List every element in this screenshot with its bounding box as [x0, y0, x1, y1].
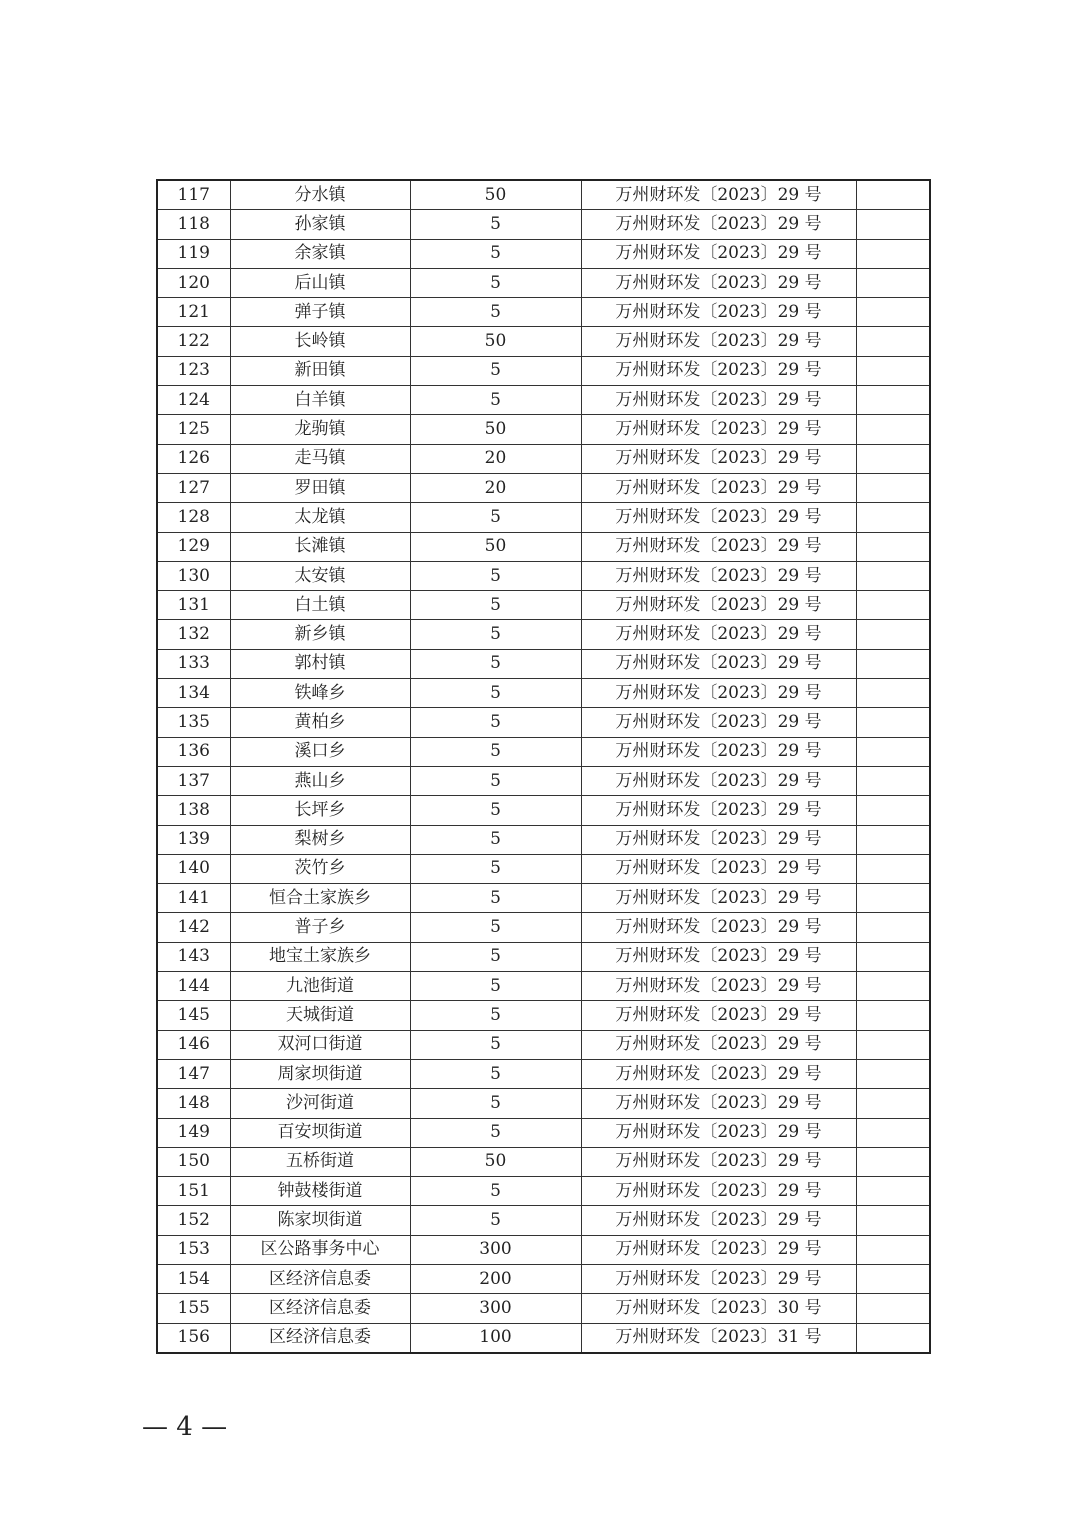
cell-document-number: 万州财环发〔2023〕29 号	[581, 591, 856, 620]
table-row	[157, 884, 930, 913]
table-row	[157, 942, 930, 971]
table-row	[157, 854, 930, 883]
cell-amount: 5	[410, 708, 581, 737]
cell-document-number: 万州财环发〔2023〕29 号	[581, 1264, 856, 1293]
cell-unit: 走马镇	[230, 444, 410, 473]
cell-unit: 溪口乡	[230, 737, 410, 766]
table-row	[157, 766, 930, 795]
cell-note	[856, 1118, 930, 1147]
cell-note	[856, 620, 930, 649]
cell-amount: 50	[410, 532, 581, 561]
cell-amount: 200	[410, 1264, 581, 1293]
table-row	[157, 1030, 930, 1059]
cell-note	[856, 737, 930, 766]
cell-amount: 5	[410, 298, 581, 327]
cell-amount: 5	[410, 766, 581, 795]
cell-amount: 5	[410, 649, 581, 678]
cell-document-number: 万州财环发〔2023〕29 号	[581, 620, 856, 649]
cell-note	[856, 1059, 930, 1088]
cell-document-number: 万州财环发〔2023〕29 号	[581, 356, 856, 385]
cell-unit: 百安坝街道	[230, 1118, 410, 1147]
page-number: — 4 —	[142, 1412, 228, 1442]
table-row	[157, 444, 930, 473]
cell-amount: 5	[410, 913, 581, 942]
cell-amount: 5	[410, 239, 581, 268]
cell-note	[856, 561, 930, 590]
cell-document-number: 万州财环发〔2023〕29 号	[581, 825, 856, 854]
cell-note	[856, 356, 930, 385]
cell-unit: 沙河街道	[230, 1089, 410, 1118]
cell-note	[856, 942, 930, 971]
table-row	[157, 239, 930, 268]
cell-unit: 白土镇	[230, 591, 410, 620]
cell-amount: 5	[410, 854, 581, 883]
cell-document-number: 万州财环发〔2023〕31 号	[581, 1323, 856, 1353]
table-row	[157, 737, 930, 766]
cell-unit: 分水镇	[230, 180, 410, 210]
cell-unit: 区经济信息委	[230, 1264, 410, 1293]
table-row	[157, 825, 930, 854]
table-row	[157, 1177, 930, 1206]
cell-unit: 五桥街道	[230, 1147, 410, 1176]
cell-number: 151	[157, 1177, 230, 1206]
cell-amount: 50	[410, 1147, 581, 1176]
cell-number: 150	[157, 1147, 230, 1176]
cell-document-number: 万州财环发〔2023〕29 号	[581, 1177, 856, 1206]
cell-document-number: 万州财环发〔2023〕29 号	[581, 1206, 856, 1235]
cell-note	[856, 591, 930, 620]
table-row	[157, 503, 930, 532]
cell-number: 141	[157, 884, 230, 913]
cell-document-number: 万州财环发〔2023〕29 号	[581, 1059, 856, 1088]
cell-document-number: 万州财环发〔2023〕29 号	[581, 473, 856, 502]
cell-note	[856, 1264, 930, 1293]
cell-note	[856, 1001, 930, 1030]
cell-number: 140	[157, 854, 230, 883]
cell-amount: 5	[410, 796, 581, 825]
cell-unit: 长岭镇	[230, 327, 410, 356]
cell-unit: 太龙镇	[230, 503, 410, 532]
cell-amount: 5	[410, 1118, 581, 1147]
table-row	[157, 473, 930, 502]
cell-unit: 铁峰乡	[230, 679, 410, 708]
cell-document-number: 万州财环发〔2023〕29 号	[581, 708, 856, 737]
cell-number: 156	[157, 1323, 230, 1353]
cell-number: 123	[157, 356, 230, 385]
cell-number: 146	[157, 1030, 230, 1059]
cell-number: 135	[157, 708, 230, 737]
cell-unit: 新乡镇	[230, 620, 410, 649]
cell-document-number: 万州财环发〔2023〕29 号	[581, 913, 856, 942]
cell-note	[856, 1177, 930, 1206]
cell-note	[856, 649, 930, 678]
cell-amount: 5	[410, 1206, 581, 1235]
table-row	[157, 972, 930, 1001]
cell-unit: 孙家镇	[230, 210, 410, 239]
cell-number: 127	[157, 473, 230, 502]
cell-note	[856, 386, 930, 415]
cell-number: 142	[157, 913, 230, 942]
table-row	[157, 1147, 930, 1176]
cell-unit: 地宝土家族乡	[230, 942, 410, 971]
cell-document-number: 万州财环发〔2023〕29 号	[581, 854, 856, 883]
cell-number: 117	[157, 180, 230, 210]
table-row	[157, 1323, 930, 1353]
table-row	[157, 386, 930, 415]
cell-document-number: 万州财环发〔2023〕29 号	[581, 737, 856, 766]
cell-number: 136	[157, 737, 230, 766]
cell-number: 152	[157, 1206, 230, 1235]
cell-amount: 5	[410, 620, 581, 649]
cell-unit: 九池街道	[230, 972, 410, 1001]
cell-amount: 5	[410, 825, 581, 854]
cell-note	[856, 327, 930, 356]
table-row	[157, 561, 930, 590]
cell-amount: 50	[410, 415, 581, 444]
cell-number: 131	[157, 591, 230, 620]
cell-document-number: 万州财环发〔2023〕29 号	[581, 532, 856, 561]
cell-note	[856, 1206, 930, 1235]
table-row	[157, 415, 930, 444]
cell-number: 120	[157, 268, 230, 297]
cell-document-number: 万州财环发〔2023〕29 号	[581, 884, 856, 913]
cell-document-number: 万州财环发〔2023〕29 号	[581, 415, 856, 444]
cell-document-number: 万州财环发〔2023〕29 号	[581, 1089, 856, 1118]
cell-amount: 5	[410, 1059, 581, 1088]
cell-document-number: 万州财环发〔2023〕29 号	[581, 444, 856, 473]
table-row	[157, 1001, 930, 1030]
table-row	[157, 1206, 930, 1235]
table-row	[157, 532, 930, 561]
table-row	[157, 1059, 930, 1088]
cell-amount: 100	[410, 1323, 581, 1353]
cell-document-number: 万州财环发〔2023〕29 号	[581, 503, 856, 532]
table-row	[157, 1235, 930, 1264]
table-row	[157, 708, 930, 737]
cell-amount: 5	[410, 561, 581, 590]
cell-unit: 双河口街道	[230, 1030, 410, 1059]
cell-document-number: 万州财环发〔2023〕29 号	[581, 561, 856, 590]
cell-number: 134	[157, 679, 230, 708]
cell-document-number: 万州财环发〔2023〕29 号	[581, 1147, 856, 1176]
cell-note	[856, 766, 930, 795]
cell-document-number: 万州财环发〔2023〕29 号	[581, 1001, 856, 1030]
cell-document-number: 万州财环发〔2023〕29 号	[581, 1235, 856, 1264]
cell-document-number: 万州财环发〔2023〕29 号	[581, 766, 856, 795]
cell-document-number: 万州财环发〔2023〕29 号	[581, 1118, 856, 1147]
table-row	[157, 268, 930, 297]
cell-note	[856, 268, 930, 297]
cell-note	[856, 415, 930, 444]
cell-note	[856, 298, 930, 327]
cell-amount: 5	[410, 386, 581, 415]
cell-unit: 梨树乡	[230, 825, 410, 854]
cell-note	[856, 913, 930, 942]
table-row	[157, 620, 930, 649]
cell-number: 139	[157, 825, 230, 854]
cell-note	[856, 1323, 930, 1353]
cell-unit: 区经济信息委	[230, 1323, 410, 1353]
table-row	[157, 796, 930, 825]
cell-unit: 长滩镇	[230, 532, 410, 561]
cell-number: 130	[157, 561, 230, 590]
cell-amount: 50	[410, 180, 581, 210]
cell-number: 128	[157, 503, 230, 532]
cell-number: 125	[157, 415, 230, 444]
cell-unit: 区经济信息委	[230, 1294, 410, 1323]
cell-note	[856, 796, 930, 825]
cell-amount: 5	[410, 942, 581, 971]
cell-unit: 郭村镇	[230, 649, 410, 678]
cell-amount: 50	[410, 327, 581, 356]
cell-document-number: 万州财环发〔2023〕29 号	[581, 679, 856, 708]
cell-amount: 5	[410, 679, 581, 708]
cell-note	[856, 1294, 930, 1323]
cell-amount: 5	[410, 1089, 581, 1118]
cell-note	[856, 972, 930, 1001]
cell-number: 118	[157, 210, 230, 239]
cell-amount: 5	[410, 591, 581, 620]
table-row	[157, 913, 930, 942]
cell-number: 144	[157, 972, 230, 1001]
table-row	[157, 356, 930, 385]
cell-note	[856, 532, 930, 561]
cell-amount: 5	[410, 1177, 581, 1206]
cell-number: 132	[157, 620, 230, 649]
table-row	[157, 679, 930, 708]
table-row	[157, 298, 930, 327]
cell-number: 121	[157, 298, 230, 327]
cell-document-number: 万州财环发〔2023〕29 号	[581, 268, 856, 297]
cell-number: 154	[157, 1264, 230, 1293]
cell-note	[856, 854, 930, 883]
cell-note	[856, 239, 930, 268]
cell-unit: 新田镇	[230, 356, 410, 385]
cell-unit: 龙驹镇	[230, 415, 410, 444]
table-row	[157, 649, 930, 678]
cell-number: 143	[157, 942, 230, 971]
table-row	[157, 1089, 930, 1118]
cell-number: 155	[157, 1294, 230, 1323]
cell-note	[856, 180, 930, 210]
cell-amount: 5	[410, 503, 581, 532]
cell-note	[856, 444, 930, 473]
cell-amount: 5	[410, 884, 581, 913]
table-row	[157, 327, 930, 356]
cell-note	[856, 210, 930, 239]
cell-amount: 300	[410, 1235, 581, 1264]
cell-note	[856, 473, 930, 502]
cell-amount: 5	[410, 972, 581, 1001]
cell-number: 138	[157, 796, 230, 825]
cell-note	[856, 1147, 930, 1176]
cell-unit: 白羊镇	[230, 386, 410, 415]
cell-note	[856, 884, 930, 913]
cell-document-number: 万州财环发〔2023〕30 号	[581, 1294, 856, 1323]
cell-number: 147	[157, 1059, 230, 1088]
cell-unit: 余家镇	[230, 239, 410, 268]
table-row	[157, 180, 930, 210]
cell-document-number: 万州财环发〔2023〕29 号	[581, 298, 856, 327]
cell-number: 133	[157, 649, 230, 678]
cell-note	[856, 825, 930, 854]
cell-number: 153	[157, 1235, 230, 1264]
cell-number: 137	[157, 766, 230, 795]
cell-amount: 5	[410, 210, 581, 239]
table-row	[157, 1118, 930, 1147]
cell-unit: 黄柏乡	[230, 708, 410, 737]
allocation-table	[156, 179, 931, 1354]
cell-note	[856, 1089, 930, 1118]
cell-document-number: 万州财环发〔2023〕29 号	[581, 649, 856, 678]
cell-document-number: 万州财环发〔2023〕29 号	[581, 327, 856, 356]
cell-note	[856, 1030, 930, 1059]
cell-number: 126	[157, 444, 230, 473]
cell-number: 149	[157, 1118, 230, 1147]
table-row	[157, 1264, 930, 1293]
cell-note	[856, 503, 930, 532]
cell-note	[856, 708, 930, 737]
table-row	[157, 210, 930, 239]
cell-amount: 5	[410, 268, 581, 297]
cell-unit: 天城街道	[230, 1001, 410, 1030]
cell-document-number: 万州财环发〔2023〕29 号	[581, 942, 856, 971]
cell-number: 122	[157, 327, 230, 356]
cell-amount: 300	[410, 1294, 581, 1323]
cell-number: 148	[157, 1089, 230, 1118]
cell-unit: 太安镇	[230, 561, 410, 590]
cell-document-number: 万州财环发〔2023〕29 号	[581, 1030, 856, 1059]
cell-note	[856, 679, 930, 708]
cell-document-number: 万州财环发〔2023〕29 号	[581, 972, 856, 1001]
cell-amount: 5	[410, 737, 581, 766]
cell-document-number: 万州财环发〔2023〕29 号	[581, 239, 856, 268]
cell-amount: 5	[410, 356, 581, 385]
cell-amount: 20	[410, 473, 581, 502]
cell-unit: 区公路事务中心	[230, 1235, 410, 1264]
cell-unit: 普子乡	[230, 913, 410, 942]
cell-unit: 罗田镇	[230, 473, 410, 502]
cell-amount: 5	[410, 1001, 581, 1030]
cell-number: 129	[157, 532, 230, 561]
cell-unit: 周家坝街道	[230, 1059, 410, 1088]
cell-document-number: 万州财环发〔2023〕29 号	[581, 386, 856, 415]
cell-document-number: 万州财环发〔2023〕29 号	[581, 796, 856, 825]
cell-unit: 长坪乡	[230, 796, 410, 825]
cell-unit: 燕山乡	[230, 766, 410, 795]
cell-number: 124	[157, 386, 230, 415]
cell-number: 119	[157, 239, 230, 268]
cell-unit: 后山镇	[230, 268, 410, 297]
cell-document-number: 万州财环发〔2023〕29 号	[581, 180, 856, 210]
cell-document-number: 万州财环发〔2023〕29 号	[581, 210, 856, 239]
table-body	[157, 180, 930, 1353]
cell-unit: 恒合土家族乡	[230, 884, 410, 913]
cell-amount: 5	[410, 1030, 581, 1059]
table-row	[157, 591, 930, 620]
cell-unit: 茨竹乡	[230, 854, 410, 883]
cell-amount: 20	[410, 444, 581, 473]
table-row	[157, 1294, 930, 1323]
cell-unit: 弹子镇	[230, 298, 410, 327]
cell-unit: 陈家坝街道	[230, 1206, 410, 1235]
cell-number: 145	[157, 1001, 230, 1030]
cell-unit: 钟鼓楼街道	[230, 1177, 410, 1206]
cell-note	[856, 1235, 930, 1264]
